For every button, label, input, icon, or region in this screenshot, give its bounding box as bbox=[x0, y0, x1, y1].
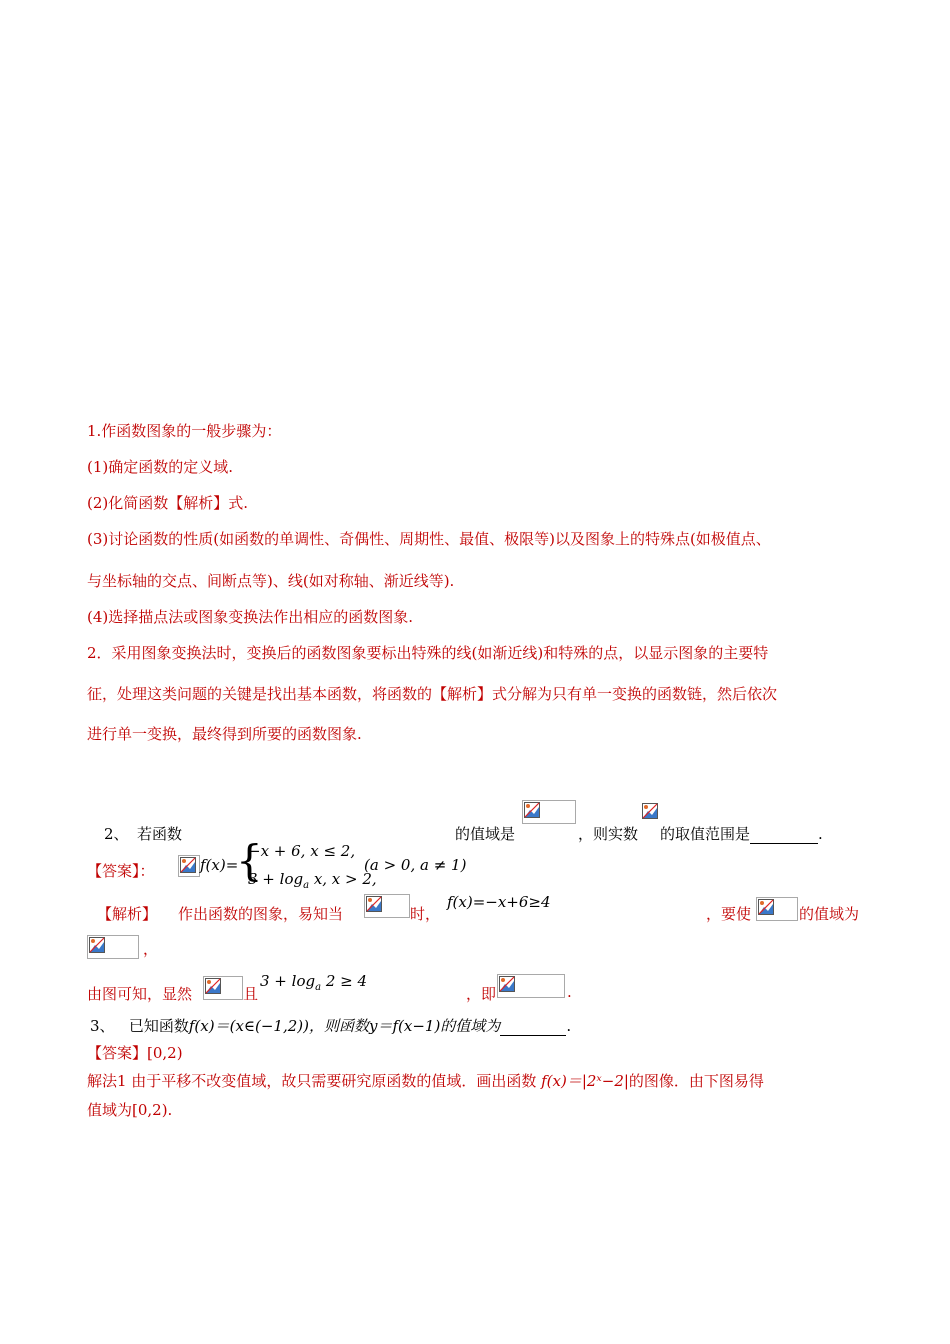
transform-line-3: 进行单一变换，最终得到所要的函数图象. bbox=[87, 725, 362, 743]
problem-3-statement: 3、 已知函数f(x)＝(x∈(−1,2))，则函数y＝f(x−1)的值域为 . bbox=[90, 1017, 572, 1035]
problem-2-real-text: ，则实数 bbox=[578, 825, 639, 843]
piecewise-case-2: $3 + \log_a x$, x > 2, bbox=[248, 870, 377, 891]
missing-image-obvious bbox=[203, 976, 243, 1000]
analysis-make: ，要使 bbox=[706, 905, 752, 923]
analysis-formula: f(x)=−x+6≥4 bbox=[447, 893, 551, 911]
piecewise-brace: { bbox=[236, 836, 263, 885]
missing-image-range bbox=[522, 800, 576, 824]
broken-image-icon bbox=[180, 857, 196, 873]
step-3-line-2: 与坐标轴的交点、间断点等)、线(如对称轴、渐近线等). bbox=[87, 572, 455, 590]
broken-image-icon bbox=[499, 976, 515, 992]
broken-image-icon bbox=[642, 803, 658, 819]
steps-title: 1.作函数图象的一般步骤为： bbox=[87, 422, 282, 440]
problem-2-range-text: 的值域是 bbox=[455, 825, 516, 843]
step-3-line-1: (3)讨论函数的性质(如函数的单调性、奇偶性、周期性、最值、极限等)以及图象上的特殊点(如极值点、 bbox=[87, 530, 771, 548]
missing-image-a bbox=[642, 803, 660, 821]
problem-2-number: 2、 bbox=[104, 825, 129, 843]
missing-image-make bbox=[756, 897, 798, 921]
problem-2-answer-label: 【答案】： bbox=[87, 862, 155, 880]
analysis-comma: ， bbox=[143, 940, 159, 958]
transform-line-1: 2．采用图象变换法时，变换后的函数图象要标出特殊的线(如渐近线)和特殊的点，以显示图象的主要特 bbox=[87, 644, 769, 662]
piecewise-fx: f(x)= bbox=[200, 856, 239, 874]
broken-image-icon bbox=[758, 899, 774, 915]
conclusion-text: 由图可知，显然 bbox=[87, 985, 193, 1003]
problem-2-lead: 若函数 bbox=[137, 825, 183, 843]
analysis-when: 时， bbox=[410, 905, 441, 923]
problem-3-blank bbox=[500, 1035, 566, 1036]
broken-image-icon bbox=[89, 937, 105, 953]
broken-image-icon bbox=[524, 802, 540, 818]
broken-image-icon bbox=[366, 896, 382, 912]
step-2: (2)化简函数【解析】式. bbox=[87, 494, 249, 512]
piecewise-condition: (a > 0, a ≠ 1) bbox=[364, 856, 467, 874]
problem-2-analysis-text: 作出函数的图象，易知当 bbox=[178, 905, 344, 923]
answer-blank bbox=[750, 843, 818, 844]
broken-image-icon bbox=[205, 978, 221, 994]
problem-3-method-line-2: 值域为[0,2). bbox=[87, 1101, 173, 1119]
conclusion-formula: $3 + \log_a 2 \ge 4$ bbox=[260, 972, 368, 993]
missing-image-range-value bbox=[87, 935, 139, 959]
missing-image-when bbox=[364, 894, 410, 918]
problem-2-analysis-label: 【解析】 bbox=[97, 905, 158, 923]
analysis-range: 的值域为 bbox=[799, 905, 860, 923]
step-1: (1)确定函数的定义域. bbox=[87, 458, 234, 476]
step-4: (4)选择描点法或图象变换法作出相应的函数图象. bbox=[87, 608, 414, 626]
conclusion-and: 且 bbox=[243, 985, 259, 1003]
problem-3-method-line-1: 解法1 由于平移不改变值域，故只需要研究原函数的值域．画出函数 f(x)＝|2ˣ−2|的图像．由下图易得 bbox=[87, 1072, 764, 1090]
piecewise-case-1: −x + 6, x ≤ 2, bbox=[248, 842, 356, 860]
problem-2-param-text: 的取值范围是 . bbox=[660, 825, 823, 843]
transform-line-2: 征，处理这类问题的关键是找出基本函数，将函数的【解析】式分解为只有单一变换的函数链，然后依次 bbox=[87, 685, 778, 703]
missing-image-answer bbox=[178, 855, 200, 877]
conclusion-end: . bbox=[567, 983, 572, 1001]
missing-image-result bbox=[497, 974, 565, 998]
conclusion-ie: ，即 bbox=[466, 985, 497, 1003]
problem-3-answer: 【答案】[0,2) bbox=[87, 1044, 183, 1062]
